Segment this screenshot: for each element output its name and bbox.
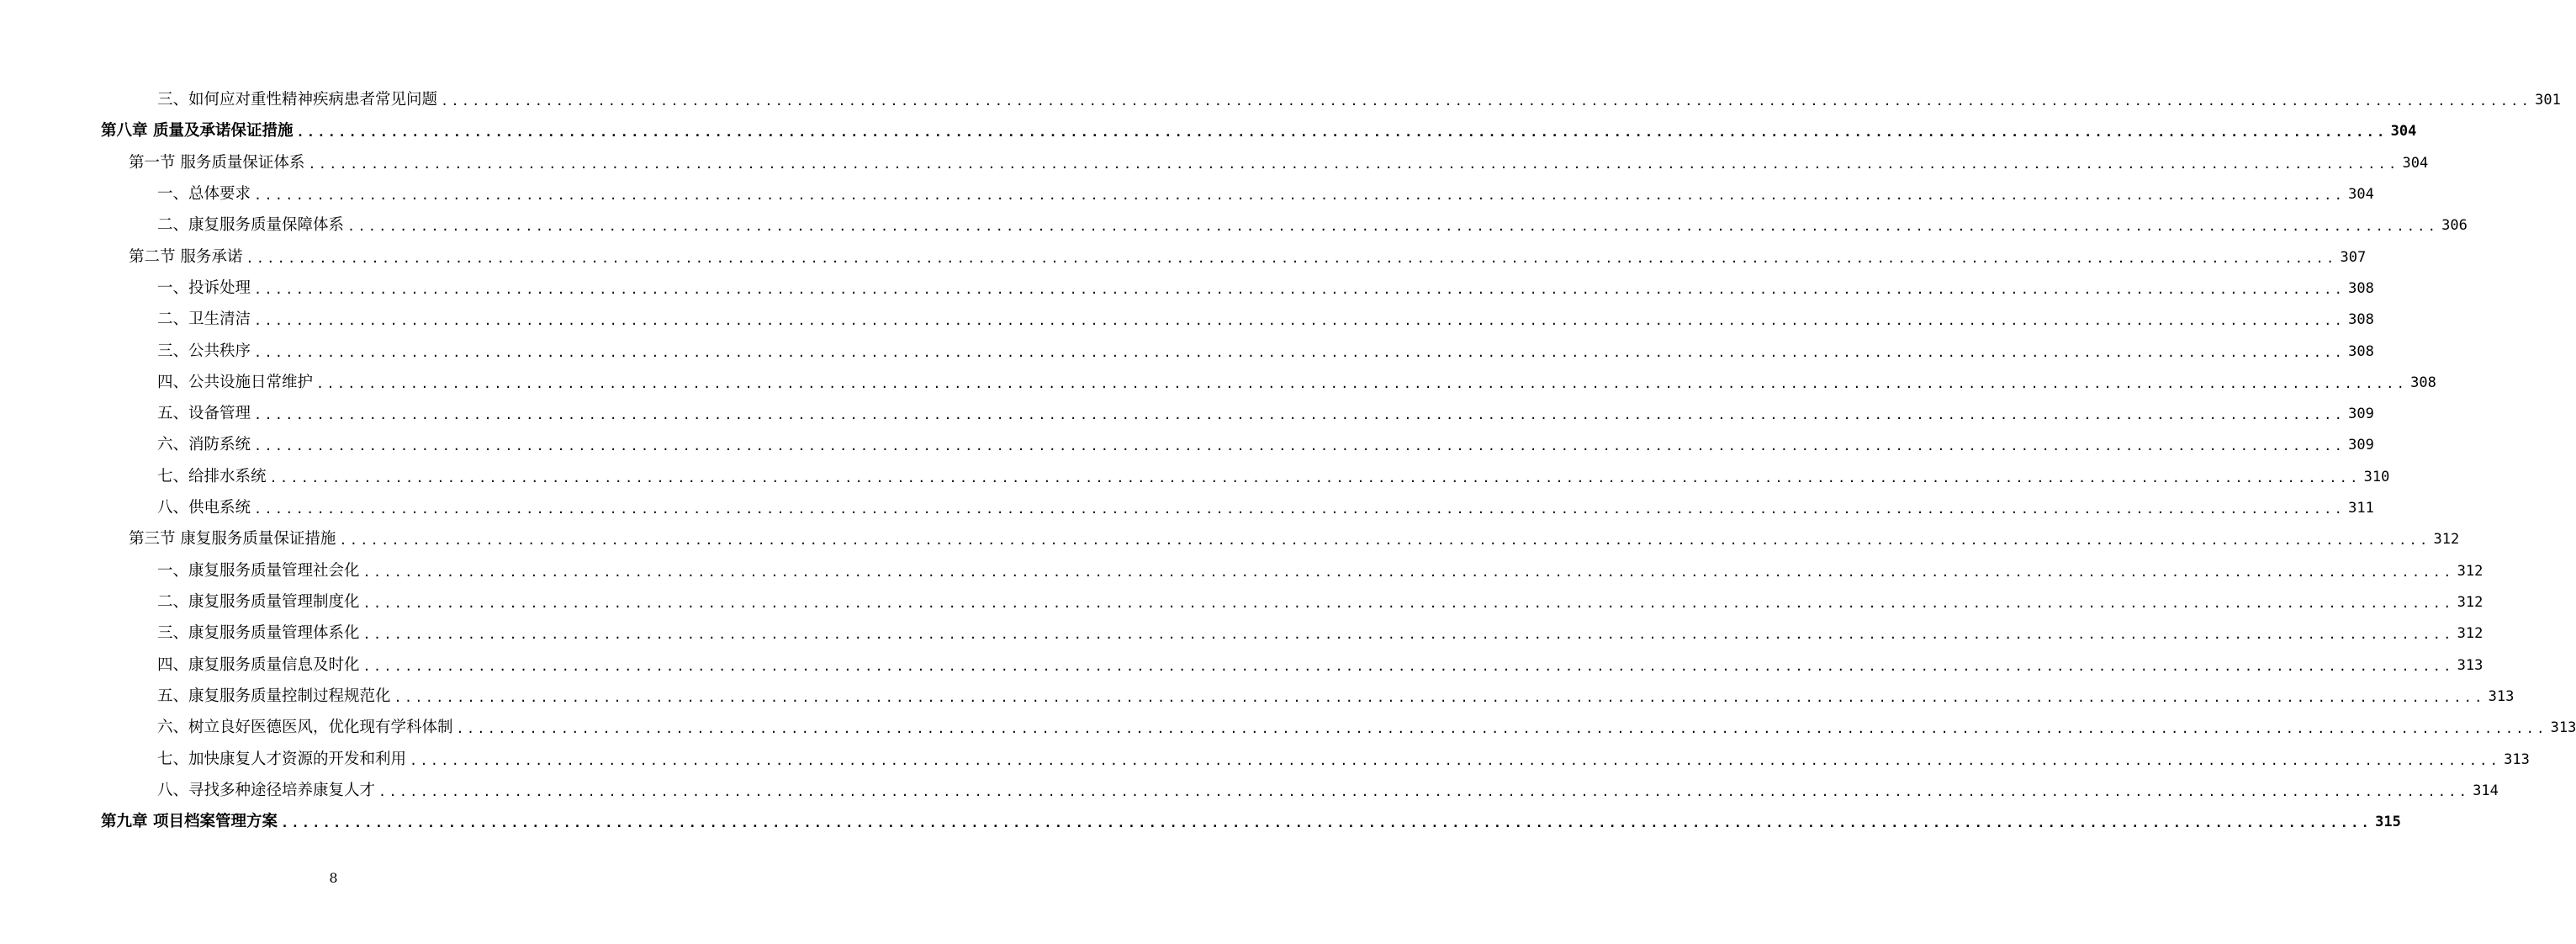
toc-entry-page: 312 — [2457, 625, 2483, 642]
toc-chapter-entry[interactable] — [101, 811, 2401, 833]
toc-subsection-entry[interactable] — [157, 183, 2374, 205]
toc-dot-leader: ........................................................................................................................................................................................................ — [362, 565, 2454, 580]
toc-dot-leader: ........................................................................................................................................................................................................ — [254, 188, 2346, 203]
toc-entry-title: 二、卫生清洁 — [157, 310, 251, 328]
toc-entry-page: 306 — [2441, 217, 2468, 234]
toc-subsection-entry[interactable] — [157, 686, 2515, 708]
toc-entry-title: 七、给排水系统 — [157, 468, 267, 485]
toc-subsection-entry[interactable] — [157, 717, 2576, 739]
toc-subsection-entry[interactable] — [157, 780, 2499, 802]
toc-entry-page: 314 — [2473, 782, 2499, 799]
toc-dot-leader: ........................................................................................................................................................................................................ — [254, 313, 2346, 328]
toc-entry-page: 313 — [2504, 751, 2530, 768]
toc-dot-leader: ........................................................................................................................................................................................................ — [378, 784, 2470, 799]
toc-entry-page: 307 — [2340, 249, 2367, 266]
page-number: 8 — [329, 870, 338, 886]
toc-dot-leader: ........................................................................................................................................................................................................ — [269, 470, 2361, 485]
toc-entry-page: 304 — [2348, 186, 2374, 203]
toc-section-entry[interactable] — [129, 152, 2429, 174]
toc-entry-page: 310 — [2363, 469, 2390, 485]
toc-entry-page: 308 — [2410, 374, 2436, 391]
toc-entry-title: 四、公共设施日常维护 — [157, 374, 314, 391]
toc-entry-title: 五、设备管理 — [157, 405, 251, 422]
toc-entry-title: 二、康复服务质量保障体系 — [157, 216, 345, 234]
toc-dot-leader: ........................................................................................................................................................................................................ — [280, 815, 2372, 830]
toc-entry-title: 七、加快康复人才资源的开发和利用 — [157, 750, 407, 768]
toc-entry-page: 311 — [2348, 500, 2374, 517]
toc-entry-title: 一、投诉处理 — [157, 279, 251, 297]
toc-subsection-entry[interactable] — [157, 591, 2483, 613]
toc-dot-leader: ........................................................................................................................................................................................................ — [254, 501, 2346, 517]
toc-subsection-entry[interactable] — [157, 89, 2561, 111]
toc-dot-leader: ........................................................................................................................................................................................................ — [308, 156, 2399, 172]
toc-entry-page: 304 — [2390, 123, 2417, 140]
toc-entry-title: 四、康复服务质量信息及时化 — [157, 656, 360, 674]
toc-dot-leader: ........................................................................................................................................................................................................ — [316, 376, 2408, 391]
toc-entry-page: 312 — [2457, 563, 2483, 580]
toc-subsection-entry[interactable] — [157, 560, 2483, 582]
toc-entry-page: 312 — [2457, 594, 2483, 611]
toc-entry-title: 第一节 服务质量保证体系 — [129, 154, 305, 172]
toc-entry-page: 312 — [2433, 531, 2460, 548]
toc-subsection-entry[interactable] — [157, 403, 2374, 425]
toc-subsection-entry[interactable] — [157, 341, 2374, 363]
toc-subsection-entry[interactable] — [157, 749, 2530, 771]
toc-subsection-entry[interactable] — [157, 372, 2436, 394]
toc-entry-page: 313 — [2550, 719, 2576, 736]
toc-entry-title: 六、树立良好医德医风，优化现有学科体制 — [157, 719, 453, 736]
toc-dot-leader: ........................................................................................................................................................................................................ — [394, 690, 2485, 705]
toc-dot-leader: ........................................................................................................................................................................................................ — [362, 627, 2454, 642]
toc-dot-leader: ........................................................................................................................................................................................................ — [246, 251, 2337, 266]
toc-entry-title: 八、供电系统 — [157, 499, 251, 517]
toc-entry-page: 309 — [2348, 406, 2374, 422]
toc-dot-leader: ........................................................................................................................................................................................................ — [347, 219, 2439, 234]
toc-entry-page: 308 — [2348, 343, 2374, 360]
toc-dot-leader: ........................................................................................................................................................................................................ — [296, 125, 2388, 140]
toc-subsection-entry[interactable] — [157, 655, 2483, 676]
toc-entry-title: 第三节 康复服务质量保证措施 — [129, 530, 336, 548]
toc-dot-leader: ........................................................................................................................................................................................................ — [254, 282, 2346, 297]
toc-entry-title: 二、康复服务质量管理制度化 — [157, 593, 360, 611]
toc-dot-leader: ........................................................................................................................................................................................................ — [362, 596, 2454, 611]
toc-section-entry[interactable] — [129, 528, 2460, 550]
toc-dot-leader: ........................................................................................................................................................................................................ — [362, 659, 2454, 674]
toc-subsection-entry[interactable] — [157, 309, 2374, 331]
toc-entry-page: 313 — [2488, 688, 2515, 705]
toc-entry-page: 308 — [2348, 280, 2374, 297]
toc-entry-title: 三、如何应对重性精神疾病患者常见问题 — [157, 91, 438, 109]
toc-entry-title: 第八章 质量及承诺保证措施 — [101, 122, 294, 140]
toc-entry-page: 313 — [2457, 657, 2483, 674]
toc-subsection-entry[interactable] — [157, 434, 2374, 456]
toc-chapter-entry[interactable] — [101, 120, 2417, 142]
toc-entry-title: 一、总体要求 — [157, 185, 251, 203]
toc-section-entry[interactable] — [129, 247, 2367, 268]
toc-dot-leader: ........................................................................................................................................................................................................ — [410, 753, 2501, 768]
toc-dot-leader: ........................................................................................................................................................................................................ — [441, 93, 2532, 109]
toc-entry-page: 308 — [2348, 311, 2374, 328]
toc-entry-title: 八、寻找多种途径培养康复人才 — [157, 782, 376, 799]
toc-entry-title: 第二节 服务承诺 — [129, 248, 243, 266]
toc-dot-leader: ........................................................................................................................................................................................................ — [254, 438, 2346, 453]
toc-dot-leader: ........................................................................................................................................................................................................ — [254, 407, 2346, 422]
toc-subsection-entry[interactable] — [157, 466, 2390, 488]
toc-dot-leader: ........................................................................................................................................................................................................ — [254, 345, 2346, 360]
toc-entry-title: 三、康复服务质量管理体系化 — [157, 624, 360, 642]
toc-entry-title: 第九章 项目档案管理方案 — [101, 813, 278, 830]
toc-entry-title: 三、公共秩序 — [157, 342, 251, 360]
toc-dot-leader: ........................................................................................................................................................................................................ — [339, 533, 2431, 548]
toc-entry-title: 五、康复服务质量控制过程规范化 — [157, 687, 391, 705]
toc-entry-title: 一、康复服务质量管理社会化 — [157, 562, 360, 580]
toc-entry-page: 304 — [2402, 155, 2429, 172]
toc-entry-page: 315 — [2375, 814, 2401, 830]
toc-subsection-entry[interactable] — [157, 278, 2374, 300]
toc-subsection-entry[interactable] — [157, 623, 2483, 644]
toc-entry-page: 301 — [2535, 92, 2561, 109]
toc-entry-page: 309 — [2348, 437, 2374, 453]
toc-entry-title: 六、消防系统 — [157, 436, 251, 453]
toc-subsection-entry[interactable] — [157, 497, 2374, 519]
toc-subsection-entry[interactable] — [157, 215, 2468, 236]
toc-dot-leader: ........................................................................................................................................................................................................ — [456, 721, 2547, 736]
